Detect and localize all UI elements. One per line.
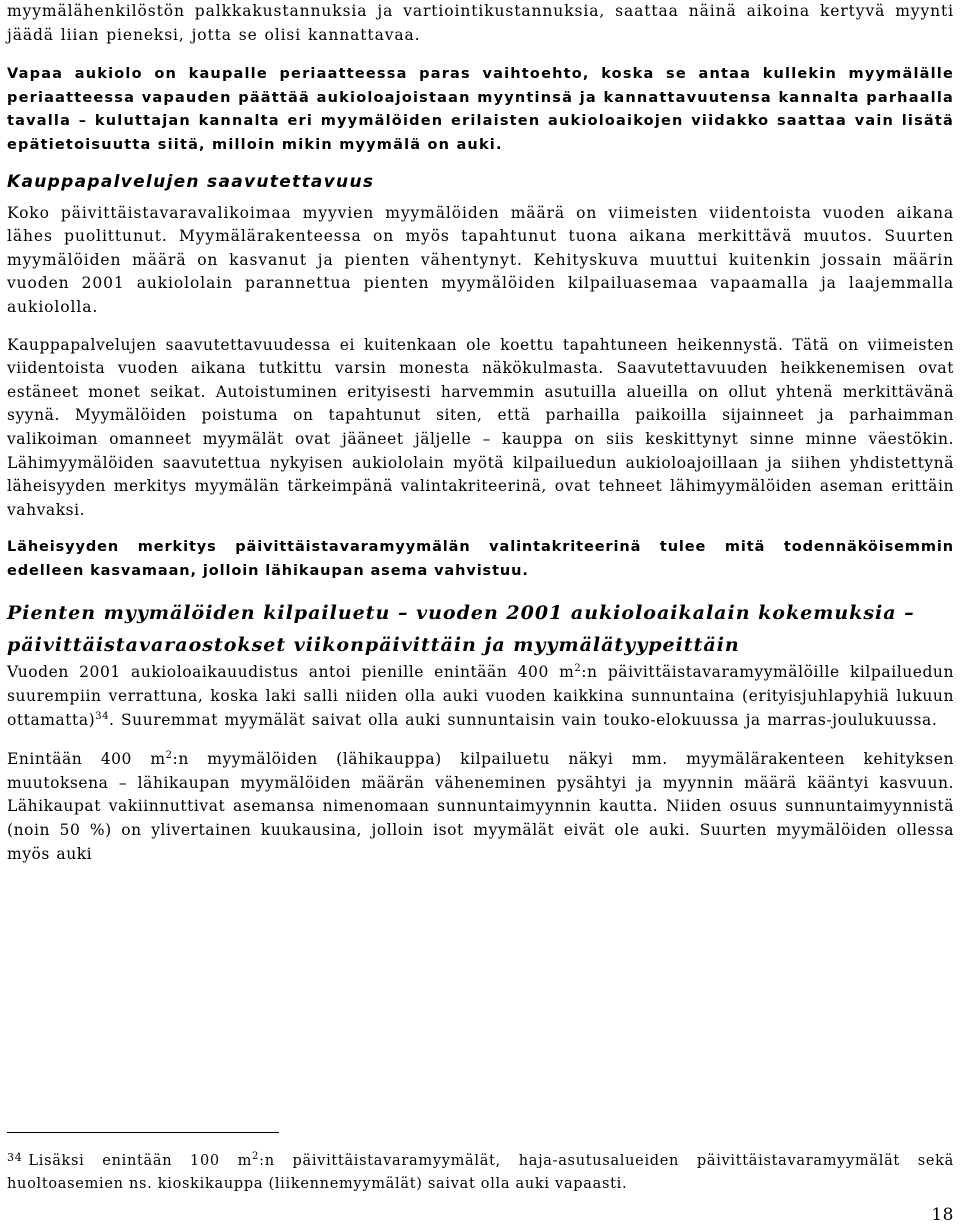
text-run: :n päivittäistavaramyymälöille kilpailuedun suurempiin verrattuna, koska laki salli niiden olla auki vuoden kaikkina sunnuntaina (erityisjuhlapyhiä lukuun ottamatta) bbox=[7, 663, 955, 729]
page-number: 18 bbox=[931, 1205, 954, 1225]
intro-paragraph: myymälähenkilöstön palkkakustannuksia ja vartiointikustannuksia, saattaa näinä aikoina kertyvä myynti jäädä liian pieneksi, jotta se olisi kannattavaa. bbox=[7, 2, 954, 44]
superscript: 2 bbox=[574, 663, 582, 675]
text-run: Vuoden 2001 aukioloaikauudistus antoi pienille enintään 400 m bbox=[7, 663, 575, 682]
text-run: :n päivittäistavaramyymälät, haja-asutusalueiden päivittäistavaramyymälät sekä huoltoasemien ns. kioskikauppa (liikennemyymälät) saivat olla auki vapaasti. bbox=[7, 1153, 954, 1192]
footnote-reference: 34 bbox=[95, 710, 110, 722]
text-run: . Suuremmat myymälät saivat olla auki sunnuntaisin vain touko-elokuussa ja marras-joulukuussa. bbox=[109, 710, 938, 729]
text-run: Lisäksi enintään 100 m bbox=[28, 1153, 253, 1169]
footnote-divider bbox=[7, 1132, 279, 1133]
bold-paragraph-opening-hours: Vapaa aukiolo on kaupalle periaatteessa paras vaihtoehto, koska se antaa kullekin myymälälle periaatteessa vapauden päättää aukioloajoistaan myyntinsä ja kannattavuutensa kannalta parhaalla tavalla – kuluttajan kannalta eri myymälöiden erilaisten aukioloaikojen viidakko saattaa vain lisätä epätietoisuutta siitä, milloin mikin myymälä on auki. bbox=[7, 66, 954, 153]
paragraph-accessibility: Kauppapalvelujen saavutettavuudessa ei kuitenkaan ole koettu tapahtuneen heikennystä. Tätä on viimeisten viidentoista vuoden aikana tutkittu varsin monesta näkökulmasta. Saavutettavuuden heikkenemisen ovat estäneet monet seikat. Autoistuminen erityisesti harvemmin asutuilla alueilla on ollut yhtenä merkittävänä syynä. Myymälöiden poistuma on tapahtunut siten, että parhailla paikoilla sijainneet ja parhaimman valikoiman omanneet myymälät ovat jääneet jäljelle – kauppa on siis keskittynyt sinne minne väestökin. Lähimyymälöiden saavutettua nykyisen aukiololain myötä kilpailuedun aukioloajoillaan ja siihen yhdistettynä läheisyyden merkitys myymälän tärkeimpänä valintakriteerinä, ovat tehneet lähimyymälöiden aseman erittäin vahvaksi. bbox=[7, 335, 954, 519]
footnote-number: 34 bbox=[7, 1151, 23, 1164]
heading-line-1: Pienten myymälöiden kilpailuetu – vuoden 2001 aukioloaikalain kokemuksia – bbox=[7, 602, 915, 625]
text-run: Enintään 400 m bbox=[7, 750, 166, 769]
heading-line-2: päivittäistavaraostokset viikonpäivittäin ja myymälätyypeittäin bbox=[7, 634, 740, 657]
bold-paragraph-proximity: Läheisyyden merkitys päivittäistavaramyymälän valintakriteerinä tulee mitä todennäköisemmin edelleen kasvamaan, jolloin lähikaupan asema vahvistuu. bbox=[7, 539, 954, 579]
paragraph-store-count: Koko päivittäistavaravalikoimaa myyvien myymälöiden määrä on viimeisten viidentoista vuoden aikana lähes puolittunut. Myymälärakenteessa on myös tapahtunut tuona aikana merkittävä muutos. Suurten myymälöiden määrä on kasvanut ja pienten vähentynyt. Kehityskuva muuttui kuitenkin jossain määrin vuoden 2001 aukiololain parannettua pienten myymälöiden kilpailuasemaa vapaamalla ja laajemmalla aukiololla. bbox=[7, 203, 954, 316]
text-run: :n myymälöiden (lähikauppa) kilpailuetu näkyi mm. myymälärakenteen kehityksen muutoksena – lähikaupan myymälöiden määrän väheneminen pysähtyi ja myynnin määrä kääntyi kasvuun. Lähikaupat vakiinnuttivat asemansa nimenomaan sunnuntaimyynnin kautta. Niiden osuus sunnuntaimyynnistä (noin 50 %) on ylivertainen kuukausina, jolloin isot myymälät eivät ole auki. Suurten myymälöiden ollessa myös auki bbox=[7, 750, 954, 863]
paragraph-local-stores bbox=[7, 748, 954, 866]
paragraph-law-reform bbox=[7, 661, 954, 732]
superscript: 2 bbox=[252, 1151, 260, 1163]
section-heading-competitive-advantage bbox=[7, 597, 954, 661]
superscript: 2 bbox=[165, 750, 173, 762]
footnote bbox=[7, 1146, 954, 1196]
section-heading-accessibility: Kauppapalvelujen saavutettavuus bbox=[7, 171, 375, 192]
